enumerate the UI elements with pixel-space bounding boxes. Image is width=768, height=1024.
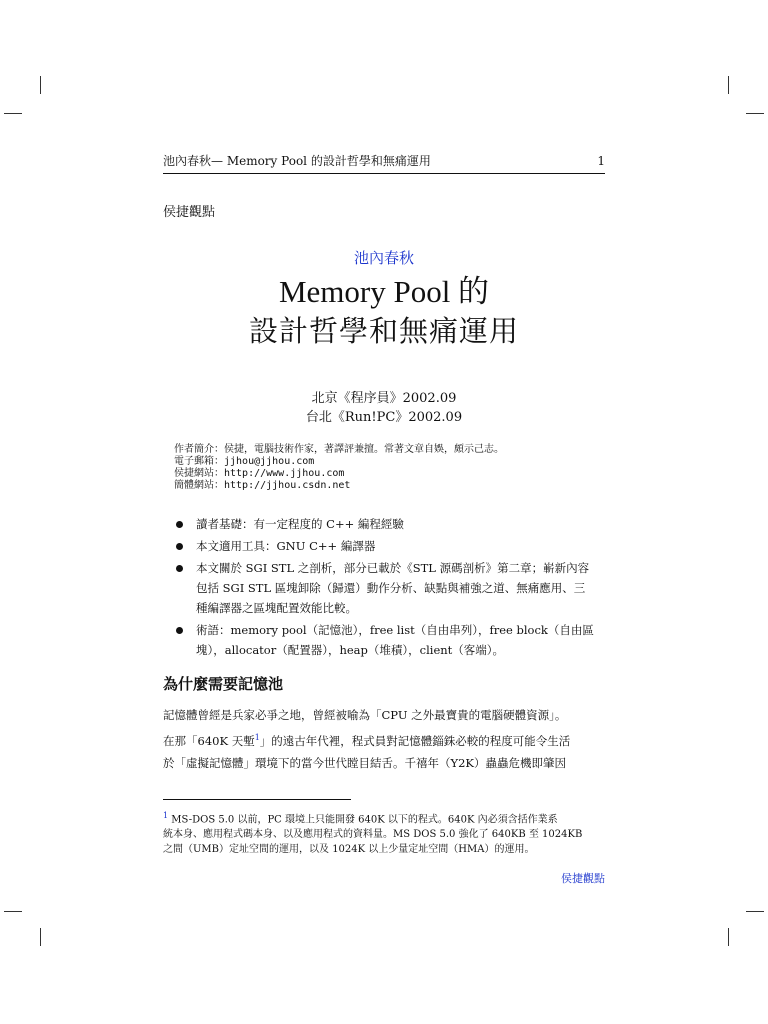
bullet-dot-icon <box>176 521 183 528</box>
footnote-line: 統本身、應用程式碼本身、以及應用程式的資料量。MS DOS 5.0 強化了 640KB 至 1024KB <box>163 829 583 841</box>
summary-bullet-list <box>176 514 606 662</box>
body-text-segment: 」的遠古年代裡，程式員對記憶體錙銖必較的程度可能令生活 <box>259 733 571 748</box>
author-info <box>174 444 504 492</box>
bullet-text: 讀者基礎：有一定程度的 C++ 編程經驗 <box>196 517 404 531</box>
crop-mark-bottom-right <box>728 928 729 946</box>
bullet-item-terms <box>176 620 606 660</box>
website-link[interactable]: http://www.jjhou.com <box>224 468 345 479</box>
author-bio-row <box>174 444 504 456</box>
footnote-marker: 1 <box>163 811 169 820</box>
email-link[interactable]: jjhou@jjhou.com <box>224 456 315 467</box>
bullet-item-reader-basis <box>176 514 606 534</box>
footer-author-link[interactable]: 侯捷觀點 <box>561 872 605 885</box>
publication-taipei: 台北《Run!PC》2002.09 <box>305 410 463 425</box>
info-label: 電子郵箱： <box>174 456 224 467</box>
crop-mark-bottom-left <box>40 928 41 946</box>
publication-beijing: 北京《程序員》2002.09 <box>311 391 457 406</box>
bullet-dot-icon <box>176 627 183 634</box>
footnote-reference[interactable]: 1 <box>254 732 260 742</box>
crop-mark-top-left-h <box>4 113 22 114</box>
simplified-website-row <box>174 480 504 492</box>
bullet-item-tool <box>176 536 606 556</box>
body-line: 記憶體曾經是兵家必爭之地，曾經被喻為「CPU 之外最寶貴的電腦硬體資源」。 <box>163 708 567 722</box>
bullet-text: 種編譯器之區塊配置效能比較。 <box>196 601 357 615</box>
info-value: 侯捷，電腦技術作家，著譯評兼擅。常著文章自娛，頗示己志。 <box>224 444 504 455</box>
crop-mark-top-left <box>40 76 41 94</box>
simplified-website-link[interactable]: http://jjhou.csdn.net <box>224 480 351 491</box>
header-rule <box>163 173 605 174</box>
info-label: 侯捷網站： <box>174 468 224 479</box>
crop-mark-bottom-left-h <box>4 911 22 912</box>
footnote <box>163 808 605 857</box>
bullet-dot-icon <box>176 543 183 550</box>
crop-mark-bottom-right-h <box>746 911 764 912</box>
running-title: 池內春秋— Memory Pool 的設計哲學和無痛運用 <box>163 154 431 168</box>
bullet-text: 包括 SGI STL 區塊卸除（歸還）動作分析、缺點與補強之道、無痛應用、三 <box>196 581 586 595</box>
crop-mark-top-right <box>728 76 729 94</box>
bullet-text: 本文關於 SGI STL 之剖析，部分已載於《STL 源碼剖析》第二章；嶄新內容 <box>196 561 590 575</box>
info-label: 作者簡介： <box>174 444 224 455</box>
bullet-text: 塊），allocator（配置器），heap（堆積），client（客端）。 <box>196 643 505 657</box>
footnote-line: 之間（UMB）定址空間的運用，以及 1024K 以上少量定址空間（HMA）的運用。 <box>163 844 535 856</box>
article-subtitle[interactable]: 池內春秋 <box>353 249 414 267</box>
body-line <box>163 727 605 752</box>
bullet-item-scope <box>176 558 606 618</box>
article-title-line-1: Memory Pool 的 <box>278 274 490 309</box>
bullet-text: 本文適用工具：GNU C++ 編譯器 <box>196 539 376 553</box>
body-paragraph <box>163 704 605 774</box>
bullet-dot-icon <box>176 565 183 572</box>
page-number: 1 <box>597 154 605 168</box>
website-row <box>174 468 504 480</box>
author-label: 侯捷觀點 <box>163 205 216 220</box>
article-title-line-2: 設計哲學和無痛運用 <box>248 314 519 348</box>
email-row <box>174 456 504 468</box>
body-text-segment: 在那「640K 天塹 <box>163 733 255 748</box>
crop-mark-top-right-h <box>746 113 764 114</box>
running-header <box>163 152 605 172</box>
footnote-line <box>163 808 605 827</box>
info-label: 簡體網站： <box>174 480 224 491</box>
footnote-rule <box>163 799 351 800</box>
body-line: 於「虛擬記憶體」環境下的當今世代瞠目結舌。千禧年（Y2K）蟲蟲危機即肇因 <box>163 755 566 770</box>
bullet-text: 術語：memory pool（記憶池），free list（自由串列），free block（自由區 <box>196 623 594 637</box>
section-heading: 為什麼需要記憶池 <box>163 675 284 693</box>
footnote-text: MS-DOS 5.0 以前，PC 環境上只能開發 640K 以下的程式。640K 內必須含括作業系 <box>171 814 558 826</box>
